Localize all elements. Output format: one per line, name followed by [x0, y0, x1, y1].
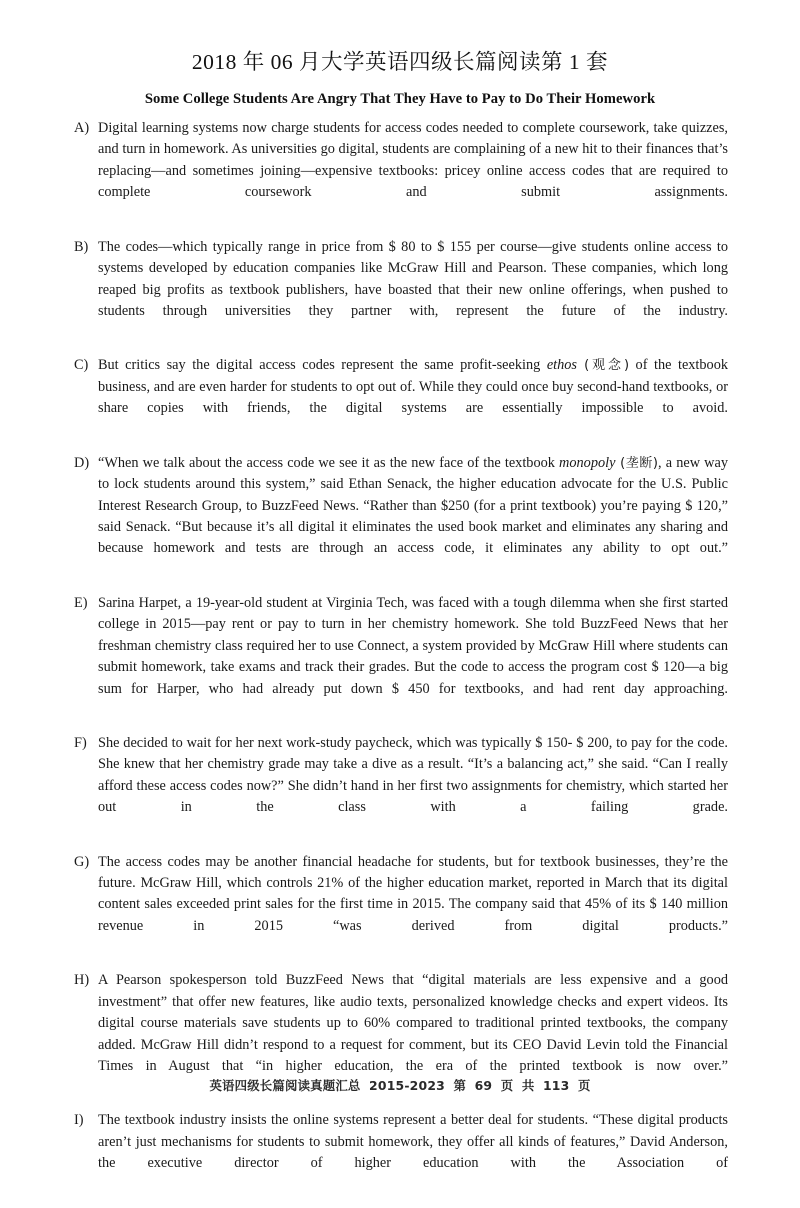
paragraph-c: [74, 355, 728, 441]
paragraph-label-a: A): [74, 120, 90, 136]
paragraph-label-b: B): [74, 238, 89, 255]
footer-source: 英语四级长篇阅读真题汇总: [209, 1078, 361, 1093]
footer-page-number: 69: [474, 1078, 493, 1093]
paragraph-text-f: She decided to wait for her next work-study paycheck, which was typically $ 150- $ 200, to pay for the code. She knew that her chemistry grade may take a dive as a result. “It’s a balancing act,” she said. “Can I really afford these access codes now?” She didn’t hand in her first two assignments for chemistry, which started her out in the class with a failing grade.: [98, 734, 728, 816]
paragraph-label-g: G): [74, 853, 90, 870]
paragraph-d-pre: “When we talk about the access code we see it as the new face of the textbook: [98, 454, 560, 471]
paragraph-label-e: E): [74, 594, 88, 611]
article-subtitle: Some College Students Are Angry That They Have to Pay to Do Their Homework: [144, 91, 656, 108]
footer-page-prefix: 第: [453, 1078, 467, 1093]
paragraph-label-f: F): [74, 734, 87, 751]
paragraph-c-post: of the textbook business, and are even harder for students to opt out of. While they could once buy second-hand textbooks, or share copies with friends, the digital systems are essentially impossible to avoid.: [98, 357, 729, 417]
glossed-term-monopoly: monopoly: [559, 454, 616, 471]
paragraph-text-g: The access codes may be another financial headache for students, but for textbook businesses, they’re the future. McGraw Hill, which controls 21% of the higher education market, reported in March that its digital content sales exceeded print sales for the first time in 2015. The company said that 45% of its $ 140 million revenue in 2015 “was derived from digital products.”: [98, 853, 728, 934]
glossed-term-ethos: ethos: [546, 357, 577, 374]
paragraph-c-pre: But critics say the digital access codes represent the same profit-seeking: [98, 357, 547, 374]
page-title: 2018 年 06 月大学英语四级长篇阅读第 1 套: [191, 50, 609, 74]
footer-total-prefix: 共: [521, 1078, 535, 1093]
paragraph-a: [74, 118, 728, 225]
footer-page-unit: 页: [500, 1078, 514, 1093]
footer-year-range: 2015-2023: [369, 1078, 445, 1093]
paragraph-d-post: , a new way to lock students around this system,” said Ethan Senack, the higher education advocate for the U.S. Public Interest Research Group, to BuzzFeed News. “Rather than $250 (for a print textbook) you’re paying $ 120,” said Senack. “But because it’s all digital it eliminates the used book market and eliminates any sharing and because homework and tests are through an access code, it eliminates any ability to opt out.”: [98, 454, 728, 557]
paragraph-text-e: Sarina Harpet, a 19-year-old student at Virginia Tech, was faced with a tough dilemma when she first started college in 2015—pay rent or pay to turn in her chemistry homework. She told BuzzFeed News that her freshman chemistry class required her to use Connect, a system provided by McGraw Hill where students can submit homework, take exams and track their grades. But the code to access the program cost $ 120—a big sum for Harper, who had already put down $ 450 for textbooks, and had rent day approaching.: [98, 594, 728, 697]
paragraph-d: [74, 453, 728, 582]
footer-total-unit: 页: [577, 1078, 591, 1093]
paragraph-text-a: Digital learning systems now charge students for access codes needed to complete coursework, take quizzes, and turn in homework. As universities go digital, students are complaining of a new hit to their finances that’s replacing—and sometimes joining—expensive textbooks: pricey online access codes that are required to complete coursework and submit assignments.: [98, 120, 728, 201]
footer-total-pages: 113: [542, 1078, 570, 1093]
paragraph-label-d: D): [74, 454, 90, 471]
paragraph-label-i: I): [74, 1112, 84, 1129]
paragraph-text-c: [98, 355, 728, 441]
paragraph-text-d: [98, 453, 728, 582]
paragraph-f: [74, 733, 728, 840]
chinese-gloss-monopoly: (垄断): [615, 455, 658, 471]
paragraph-text-h: A Pearson spokesperson told BuzzFeed News that “digital materials are less expensive and a good investment” that offer new features, like audio texts, personalized knowledge checks and expert videos. Its digital course materials save students up to 60% compared to traditional printed textbooks, the company added. McGraw Hill didn’t respond to a request for comment, but its CEO David Levin told the Financial Times in August that “in higher education, the era of the printed textbook is now over.”: [98, 972, 728, 1074]
paragraph-label-h: H): [74, 972, 90, 989]
article-body: [74, 118, 728, 1208]
paragraph-b: [74, 237, 728, 344]
paragraph-e: [74, 593, 728, 722]
paragraph-label-c: C): [74, 357, 89, 374]
paragraph-g: [74, 852, 728, 959]
page-footer: [0, 1076, 800, 1094]
chinese-gloss-ethos: (观念): [577, 358, 630, 374]
paragraph-i: [74, 1110, 728, 1196]
paragraph-text-b: The codes—which typically range in price from $ 80 to $ 155 per course—give students online access to systems developed by education companies like McGraw Hill and Pearson. These companies, which long reaped big profits as textbook publishers, have boasted that their new online offerings, when pushed to students through universities they partner with, represent the future of the industry.: [98, 238, 728, 319]
paragraph-text-i: The textbook industry insists the online systems represent a better deal for students. “These digital products aren’t just mechanisms for students to submit homework, they offer all kinds of features,” David Anderson, the executive director of higher education with the Association of: [98, 1112, 728, 1172]
